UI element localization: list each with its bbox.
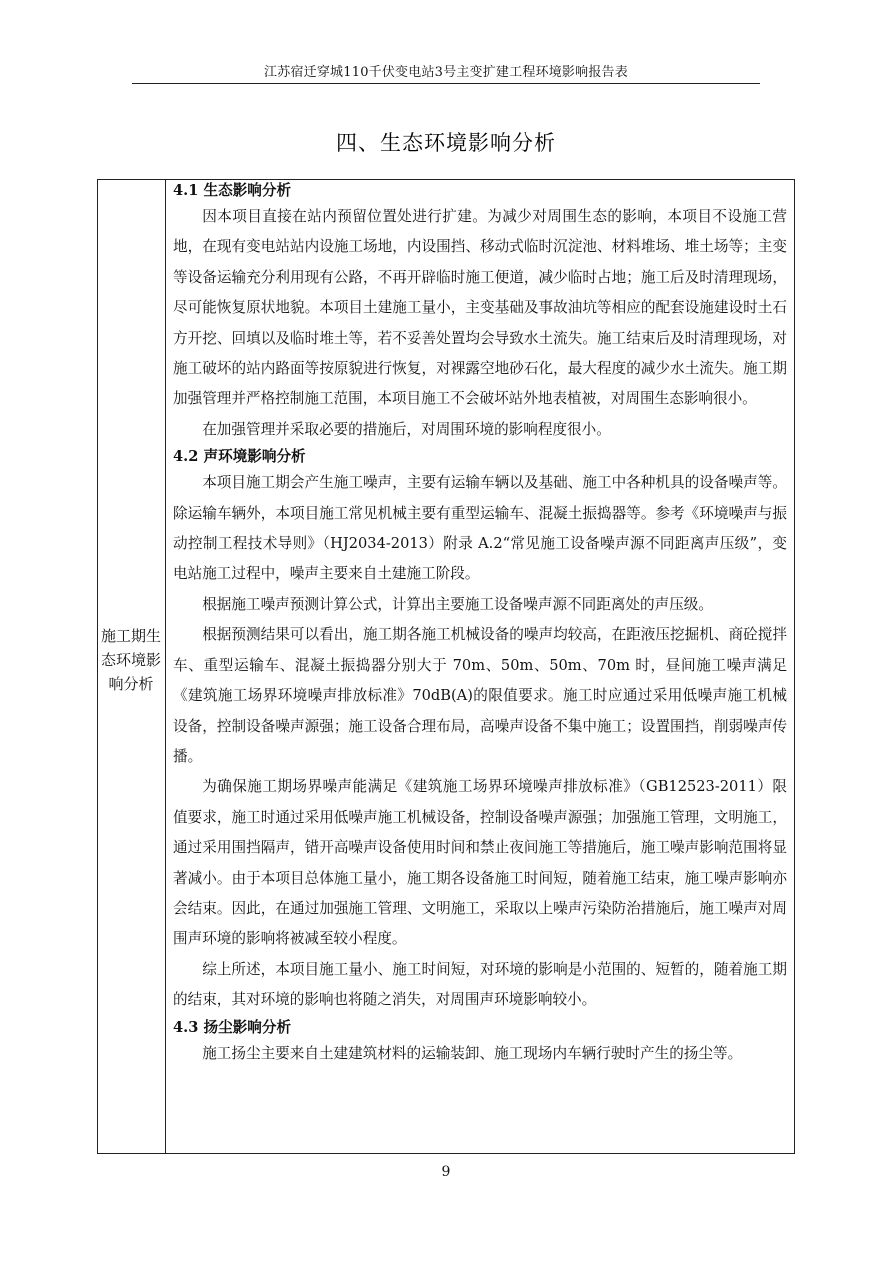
- section-title: 四、生态环境影响分析: [336, 131, 556, 155]
- paragraph: 因本项目直接在站内预留位置处进行扩建。为减少对周围生态的影响，本项目不设施工营地，在现有变电站站内设施工场地，内设围挡、移动式临时沉淀池、材料堆场、堆土场等；主变等设备运输充分利用现有公路，不再开辟临时施工便道，减少临时占地；施工后及时清理现场，尽可能恢复原状地貌。本项目土建施工量小，主变基础及事故油坑等相应的配套设施建设时土石方开挖、回填以及临时堆土等，若不妥善处置均会导致水土流失。施工结束后及时清理现场，对施工破坏的站内路面等按原貌进行恢复，对裸露空地砂石化，最大程度的减少水土流失。施工期加强管理并严格控制施工范围，本项目施工不会破坏站外地表植被，对周围生态影响很小。: [173, 208, 787, 408]
- paragraph: 根据预测结果可以看出，施工期各施工机械设备的噪声均较高，在距液压挖掘机、商砼搅拌车、重型运输车、混凝土振捣器分别大于 70m、50m、50m、70m 时，昼间施工噪声满足《建筑施工场界环境噪声排放标准》70dB(A)的限值要求。施工时应通过采用低噪声施工机械设备，控制设备噪声源强；施工设备合理布局，高噪声设备不集中施工；设置围挡，削弱噪声传播。: [173, 626, 787, 765]
- header-divider: [132, 83, 760, 84]
- paragraph: 在加强管理并采取必要的措施后，对周围环境的影响程度很小。: [202, 420, 611, 438]
- row-label: 施工期生态环境影响分析: [100, 627, 161, 693]
- paragraph: 施工扬尘主要来自土建建筑材料的运输装卸、施工现场内车辆行驶时产生的扬尘等。: [202, 1044, 743, 1062]
- section-heading-ecology: 4.1 生态影响分析: [173, 182, 292, 199]
- paragraph: 根据施工噪声预测计算公式，计算出主要施工设备噪声源不同距离处的声压级。: [202, 595, 713, 613]
- document-header: 江苏宿迁穿城110千伏变电站3号主变扩建工程环境影响报告表: [264, 65, 628, 80]
- paragraph: 综上所述，本项目施工量小、施工时间短，对环境的影响是小范围的、短暂的，随着施工期的结束，其对环境的影响也将随之消失，对周围声环境影响较小。: [173, 960, 787, 1009]
- table-content-cell: [173, 179, 787, 1069]
- section-heading-noise: 4.2 声环境影响分析: [173, 448, 306, 466]
- page-number: 9: [441, 1164, 451, 1180]
- paragraph: 为确保施工期场界噪声能满足《建筑施工场界环境噪声排放标准》（GB12523-2011）限值要求，施工时通过采用低噪声施工机械设备，控制设备噪声源强；加强施工管理，文明施工，通过采用围挡隔声，错开高噪声设备使用时间和禁止夜间施工等措施后，施工噪声影响范围将显著减小。由于本项目总体施工量小，施工期各设备施工时间短，随着施工结束，施工噪声影响亦会结束。因此，在通过加强施工管理、文明施工，采取以上噪声污染防治措施后，施工噪声对周围声环境的影响将被减至较小程度。: [173, 778, 787, 948]
- table-column-divider: [165, 179, 166, 1154]
- section-heading-dust: 4.3 扬尘影响分析: [173, 1018, 292, 1036]
- paragraph: 本项目施工期会产生施工噪声，主要有运输车辆以及基础、施工中各种机具的设备噪声等。除运输车辆外，本项目施工常见机械主要有重型运输车、混凝土振捣器等。参考《环境噪声与振动控制工程技术导则》（HJ2034-2013）附录 A.2“常见施工设备噪声源不同距离声压级”，变电站施工过程中，噪声主要来自土建施工阶段。: [173, 474, 787, 583]
